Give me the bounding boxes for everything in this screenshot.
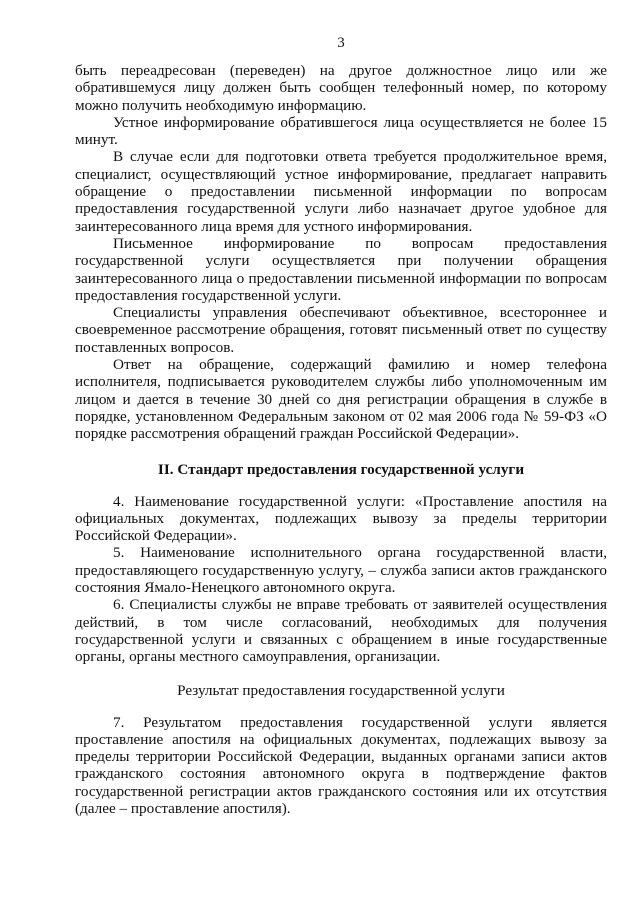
paragraph-specialists-review: Специалисты управления обеспечивают объективное, всестороннее и своевременное рассмотрение обращения, готовят письменный ответ по существу поставленных вопросов. [75, 304, 607, 356]
document-page [75, 34, 607, 817]
section-heading: II. Стандарт предоставления государственной услуги [157, 460, 525, 478]
paragraph-long-preparation: В случае если для подготовки ответа требуется продолжительное время, специалист, осуществляющий устное информирование, предлагает направить обращение о предоставлении письменной информации по вопросам предоставления государственной услуги либо назначает другое удобное для заинтересованного лица время для устного информирования. [75, 148, 607, 235]
paragraph-authority-name: 5. Наименование исполнительного органа государственной власти, предоставляющего государственную услугу, – служба записи актов гражданского состояния Ямало-Ненецкого автономного округа. [75, 544, 607, 597]
paragraph-no-extra-requirements: 6. Специалисты службы не вправе требовать от заявителей осуществления действий, в том числе согласований, необходимых для получения государственной услуги и связанных с обращением в иные государственные органы, органы местного самоуправления, организации. [75, 596, 607, 666]
paragraph-service-name: 4. Наименование государственной услуги: «Проставление апостиля на официальных документах, подлежащих вывозу за пределы территории Российской Федерации». [75, 492, 607, 545]
paragraph-continuation: быть переадресован (переведен) на другое должностное лицо или же обратившемуся лицу должен быть сообщен телефонный номер, по которому можно получить необходимую информацию. [75, 62, 607, 114]
page-number: 3 [337, 35, 345, 51]
paragraph-oral-info-duration: Устное информирование обратившегося лица осуществляется не более 15 минут. [75, 113, 607, 149]
paragraph-written-info: Письменное информирование по вопросам предоставления государственной услуги осуществляется при получении обращения заинтересованного лица о предоставлении письменной информации по вопросам предоставления государственной услуги. [75, 234, 607, 304]
paragraph-answer-signing: Ответ на обращение, содержащий фамилию и номер телефона исполнителя, подписывается руководителем службы либо уполномоченным им лицом и дается в течение 30 дней со дня регистрации обращения в службе в порядке, установленном Федеральным законом от 02 мая 2006 года № 59-ФЗ «О порядке рассмотрения обращений граждан Российской Федерации». [75, 356, 607, 443]
paragraph-service-result: 7. Результатом предоставления государственной услуги является проставление апостиля на официальных документах, подлежащих вывозу за пределы территории Российской Федерации, выданных органами записи актов гражданского состояния автономного округа в подтверждение фактов государственной регистрации актов гражданского состояния или их отсутствия (далее – проставление апостиля). [75, 713, 607, 817]
subsection-heading: Результат предоставления государственной услуги [177, 681, 505, 699]
